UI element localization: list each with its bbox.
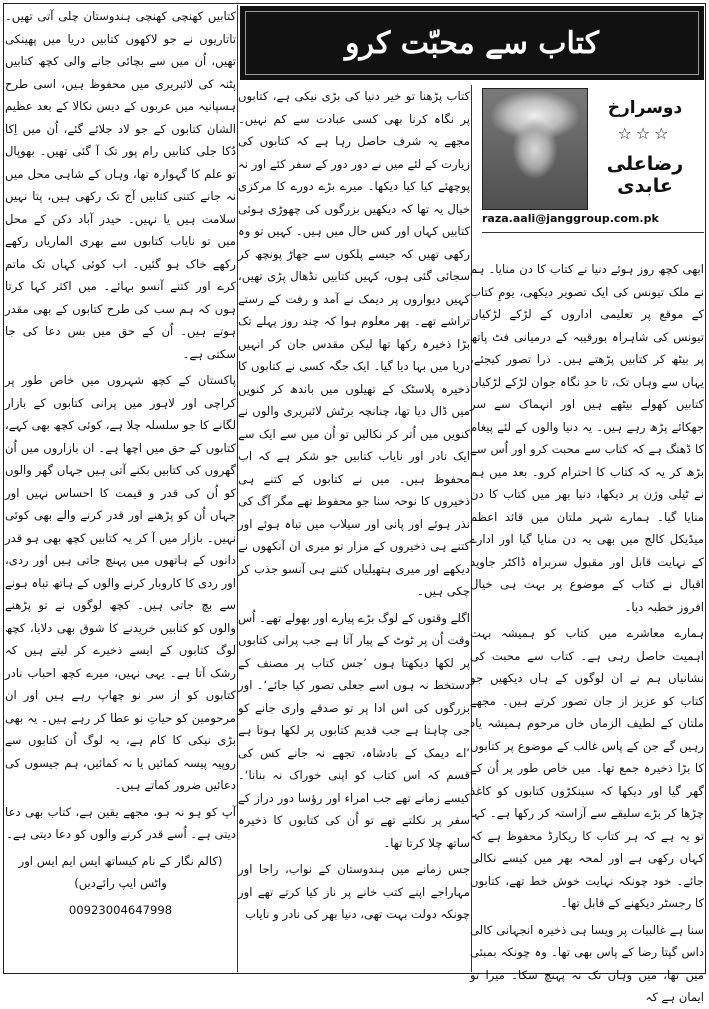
feedback-note: (کالم نگار کے نام کیساتھ ایس ایم ایس اور واٹس ایپ رائےدیں): [18, 853, 223, 890]
headline-inner-border: [245, 11, 699, 75]
column-name: دوسرارخ: [607, 98, 683, 118]
headline-title: کتاب سے محبّت کرو: [344, 25, 600, 61]
article-column-middle: [238, 85, 470, 972]
author-email[interactable]: raza.aali@janggroup.com.pk: [482, 212, 659, 225]
paragraph: کتابیں کھنچی کھنچی ہندوستان چلی آتی تھیں۔ تاتاریوں نے جو لاکھوں کتابیں دریا میں پھینکی تھیں، اُن میں سے بچائی جانے والی کچھ کتابیں پٹنہ کی لائبریری میں محفوظ ہیں، اسی طرح ہسپانیہ میں عربوں کے دیس نکالا کے بعد عظیم الشان کتابوں کے جو لاد جلائے گئے، اُن میں اِکا دُکا جلی کتابیں رام پور تک آ گئی تھیں۔ بھوپال تو علم کا گہوارہ تھا، وہاں کے شاہی محل میں نہ جانے کتنی کتابیں آج تک رکھی ہیں، پتا نہیں سلامت ہیں یا نہیں۔ حیدر آباد دکن کے محل میں تو نایاب کتابوں سے بھری الماریاں رکھے رکھے خاک ہو گئیں۔ اب کوئی کہاں تک ماتم کرے اور کتنے آنسو بہائے۔ میں اکثر کہا کرتا ہوں کہ ہم سب کی طرح کتابوں کے بھی مقدر ہوتے ہیں۔ اُن کے حق میں بس دعا کی جا سکتی ہے۔: [5, 9, 236, 361]
rating-stars: ☆☆☆: [617, 124, 673, 143]
paragraph: ابھی کچھ روز ہوئے دنیا نے کتاب کا دن منایا۔ ہم نے ملک تیونس کی ایک تصویر دیکھی، یومِ کتاب کے موقع پر تعلیمی اداروں کے لڑکے لڑکیاں تیونس کی شاہراہ بورقیبہ کے درمیانی فٹ پاتھ پر بیٹھ کر کتابیں پڑھتے ہیں۔ ذرا تصور کیجئے، یہاں سے وہاں تک، تا حدِ نگاہ جوان لڑکے لڑکیاں کتابیں کھولے بیٹھے ہیں اور انہماک سے سر جھکائے پڑھ رہے ہیں۔ یہ دنیا والوں کے لئے پیغام کا ڈھنگ ہے کہ کتاب سے محبت کرو اور اُس سے بڑھ کر یہ کہ کتاب کا احترام کرو۔ بعد میں ہم نے ٹیلی وژن پر دیکھا، دنیا بھر میں کتاب کا دن منایا گیا۔ ہمارے شہر ملتان میں قائد اعظم میڈیکل کالج میں بھی یہ دن منایا گیا اور ادارے کے نہایت قابل اور مقبول سربراہ ڈاکٹر جاوید اقبال نے کتاب کے موضوع پر بہت ہی خیال افروز خطبہ دیا۔: [470, 262, 704, 614]
paragraph: سنا ہے غالبیات پر ویسا ہی ذخیرہ انجہانی کالی داس گپتا رضا کے پاس بھی تھا۔ وہ چونکہ بمبئی میں تھا، میں وہاں تک نہ پہنچ سکا۔ میرا تو ایمان ہے کہ: [470, 922, 704, 1004]
headline-banner: [240, 6, 704, 80]
paragraph: ہمارے معاشرے میں کتاب کو ہمیشہ بہت اہمیت حاصل رہی ہے۔ کتاب سے محبت کی نشانیاں ہم نے ان لوگوں کے ہاں دیکھیں جو کتاب کو عزیز از جان تصور کرتے ہیں۔ مجھے ملتان کے لطیف الزماں خاں مرحوم ہمیشہ یاد رہیں گے جن کے پاس غالب کے موضوع پر کتابوں کا بڑا ذخیرہ جمع تھا۔ میں خاص طور پر اُن کے گھر گیا اور دیکھا کہ سینکڑوں کتابوں کو کاغذ چڑھا کر بڑے سلیقے سے آراستہ کر رکھا ہے۔ کہا تو یہ ہے کہ ہر کتاب کا ریکارڈ محفوظ ہے کہ کہاں رکھی ہے اور لمحہ بھر میں کیسے نکالی جائے۔ خود چونکہ نہایت خوش خط تھے، کتابوں کا رجسٹر دیکھنے کے قابل تھا۔: [470, 626, 704, 910]
paragraph: پاکستان کے کچھ شہروں میں خاص طور پر کراچی اور لاہور میں پرانی کتابوں کے بازار لگانے کا جو سلسلہ چلا ہے، کوئی کچھ بھی کہے، کتابوں کے حق میں اچھا ہے۔ ان بازاروں میں اُن گھروں کی کتابیں بکنے آتی ہیں جہاں گھر والوں کو اُن کی قدر و قیمت کا احساس نہیں اور جہاں اُن کو پڑھنے اور قدر کرنے والے بھی کوئی نہیں۔ بازار میں آ کر یہ کتابیں کچھ بھی ہو قدر دانوں کے ہاتھوں میں پہنچ جاتی ہیں اور ردی، اور ردی کا کاروبار کرنے والوں کے ہاتھ تباہ ہونے سے بچ جاتی ہیں۔ کچھ لوگوں نے تو پڑھنے والوں کو کتابیں خریدنے کا شوق بھی دلایا، کچھ لوگ کتابوں کے ایسے ذخیرے کر لیتے ہیں کہ رشک آتا ہے۔ یہی نہیں، میرے کچھ احباب نادر کتابوں کو از سر نو چھاپ رہے ہیں اور ان مرحومین کو حیاتِ نو عطا کر رہے ہیں۔ یہ بھی بڑی نیکی کا کام ہے، یہ لوگ اُن کتابوں سے روپیہ پیسہ کمائیں یا نہ کمائیں، ہم جیسوں کی دعائیں ضرور کماتے ہیں۔: [5, 373, 236, 792]
paragraph: آپ کو ہو نہ ہو، مجھے یقین ہے، کتاب بھی دعا دیتی ہے۔ اُسے قدر کرنے والوں کو دعا دیتی ہے۔: [5, 804, 236, 841]
article-column-left: [5, 5, 236, 972]
contact-phone: 00923004647998: [68, 902, 173, 917]
paragraph: اگلے وقتوں کے لوگ بڑے پیارے اور بھولے تھے۔ اُس وقت اُن پر ٹوٹ کے پیار آتا ہے جب پرانی کتابوں پر لکھا دیکھتا ہوں ’جس کتاب پر مصنف کے دستخط نہ ہوں اسے جعلی تصور کیا جائے‘۔ اور بزرگوں کی اس ادا پر تو صدقے واری جانے کو جی چاہتا ہے جب قدیم کتابوں پر لکھا ہوتا ہے ’اے دیمک کے بادشاہ، تجھے نہ جانے کس کی قسم کہ اس کتاب کو اپنی خوراک نہ بنانا‘۔ کیسے زمانے تھے جب امراء اور رؤسا دور دراز کے سفر پر نکلتے تھے تو اُن کی کتابوں کا ذخیرہ ساتھ چلا کرتا تھا۔: [238, 610, 470, 850]
paragraph: کتاب پڑھنا تو خیر دنیا کی بڑی نیکی ہے، کتابوں پر نگاہ کرنا بھی کسی عبادت سے کم نہیں۔ مجھے یہ شرف حاصل رہا ہے کہ کتابوں کی زیارت کے لئے میں نے دور دور کے سفر کئے اور نہ پوچھئے کیا کیا دیکھا۔ میرے بڑے دورے کا مرکزی خیال یہ تھا کہ دیکھیں بزرگوں کی چھوڑی ہوئی کتابیں کہاں اور کس حال میں ہیں۔ کہیں تو وہ رکھی تھیں کہ جیسے پلکوں سے جھاڑ پونچھ کر سجائی گئی ہوں، کہیں کتابیں نڈھال پڑی تھیں، کہیں دیواروں پر دیمک نے آمد و رفت کے رستے تراشے تھے۔ پھر معلوم ہوا کہ چند روز پہلے تک بڑا ذخیرہ رکھا تھا لیکن مقدس جان کر انہیں دریا میں بہا دیا گیا۔ ایک جگہ کسی نے کتابوں کا ذخیرہ پلاسٹک کے تھیلوں میں باندھ کر کنویں میں ڈال دیا تھا، چنانچہ برٹش لائبریری والوں نے کنویں میں اُتر کر نکالیں تو اُن میں سے ایک سے ایک نادر اور نایاب کتابیں جو شکر ہے کہ اب محفوظ ہیں۔ میں نے کتابوں کے کتنے ہی ذخیروں کا نوحہ سنا جو محفوظ تھے مگر آگ کی نذر ہوئے اور پانی اور سیلاب میں تباہ ہوئے اور کتنے ہی ذخیروں کے مزار تو میری ان آنکھوں نے دیکھے اور میری ہتھیلیاں کتنے ہی آنسو جذب کر چکی ہیں۔: [238, 89, 470, 598]
byline-block: [588, 88, 702, 208]
paragraph: جس زمانے میں ہندوستان کے نواب، راجا اور مہاراجے اپنے کتب خانے پر ناز کیا کرتے تھے اور چونکہ دولت بہت تھی، دنیا بھر کی نادر و نایاب: [238, 862, 470, 921]
author-photo: [482, 88, 588, 210]
byline-divider: [482, 232, 704, 233]
author-name: رضاعلی عابدی: [606, 153, 684, 197]
article-column-right: [470, 258, 704, 1004]
